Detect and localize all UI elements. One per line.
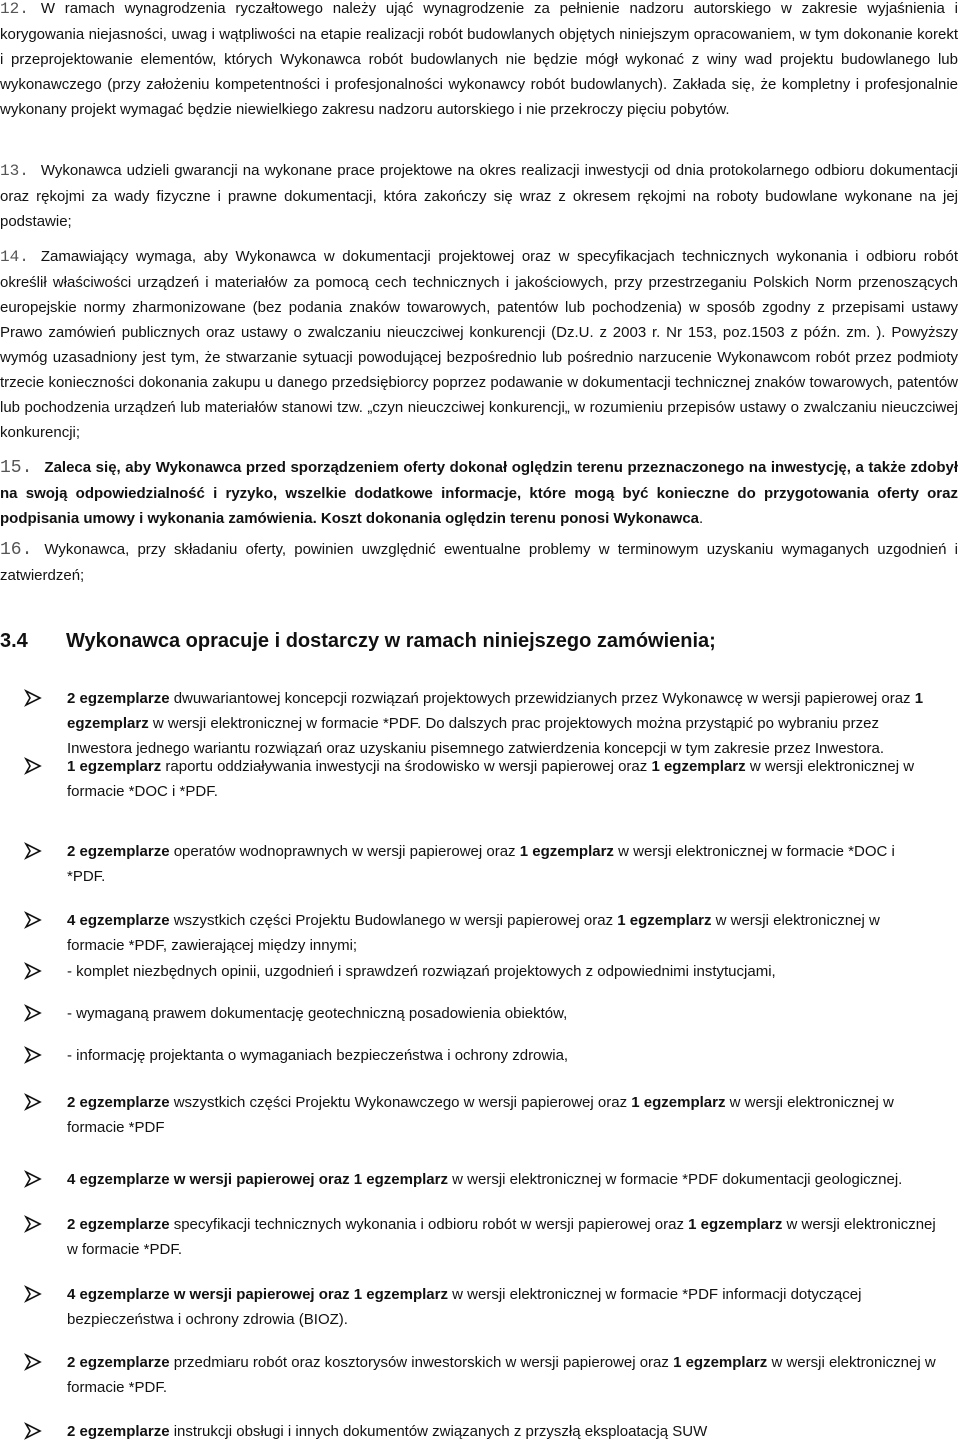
arrow-bullet-icon bbox=[24, 1285, 42, 1303]
list-item-text: - informację projektanta o wymaganiach bezpieczeństwa i ochrony zdrowia, bbox=[67, 1047, 569, 1064]
paragraph-tail: . bbox=[699, 510, 704, 527]
paragraph-text: W ramach wynagrodzenia ryczałtowego należy ująć wynagrodzenie za pełnienie nadzoru autorskiego w zakresie wyjaśnienia i korygowania niejasności, uwag i wątpliwości na etapie realizacji robót budowlanych objętych niniejszym opracowaniem, w tym dokonanie korekt i przeprojektowanie elementów, których Wykonawca robót budowlanych nie będzie mógł wykonać z winy wad projektu budowlanego lub wykonawczego (przy założeniu kompetentności i profesjonalności wykonawcy robót budowlanych). Zakłada się, że kompletny i profesjonalnie wykonany projekt wymagać będzie niewielkiego zakresu nadzoru autorskiego i nie przekroczy pięciu pobytów. bbox=[0, 0, 958, 118]
paragraph-number: 16. bbox=[0, 540, 33, 560]
list-item-text: 4 egzemplarze wszystkich części Projektu Budowlanego w wersji papierowej oraz 1 egzemplarz w wersji elektronicznej w formacie *PDF, zawierającej między innymi; bbox=[67, 912, 880, 954]
paragraph-number: 14. bbox=[0, 248, 29, 266]
arrow-bullet-icon bbox=[24, 962, 42, 980]
list-item-text: 2 egzemplarze instrukcji obsługi i innych dokumentów związanych z przyszłą eksploatacją SUW bbox=[67, 1423, 708, 1440]
arrow-bullet-icon bbox=[24, 1170, 42, 1188]
paragraph-number: 15. bbox=[0, 458, 33, 478]
paragraph-14 bbox=[0, 244, 958, 445]
paragraph-number: 12. bbox=[0, 0, 29, 18]
arrow-bullet-icon bbox=[24, 842, 42, 860]
paragraph-text: Wykonawca, przy składaniu oferty, powinien uwzględnić ewentualne problemy w terminowym uzyskaniu wymaganych uzgodnień i zatwierdzeń; bbox=[0, 541, 958, 584]
section-title-text: Wykonawca opracuje i dostarczy w ramach niniejszego zamówienia; bbox=[66, 630, 716, 652]
list-item-text: 2 egzemplarze przedmiaru robót oraz kosztorysów inwestorskich w wersji papierowej oraz 1 egzemplarz w wersji elektronicznej w formacie *PDF. bbox=[67, 1354, 936, 1396]
arrow-bullet-icon bbox=[24, 1004, 42, 1022]
paragraph-text: Zamawiający wymaga, aby Wykonawca w dokumentacji projektowej oraz w specyfikacjach technicznych wykonania i odbioru robót określił właściwości urządzeń i materiałów za pomocą cech technicznych i jakościowych, przy przestrzeganiu Polskich Norm przenoszących europejskie normy zharmonizowane (bez podania znaków towarowych, patentów lub pochodzenia) w sposób zgodny z przepisami ustawy Prawo zamówień publicznych oraz ustawy o zwalczaniu nieuczciwej konkurencji (Dz.U. z 2003 r. Nr 153, poz.1503 z późn. zm. ). Powyższy wymóg uzasadniony jest tym, że stwarzanie sytuacji powodującej bezpośrednio lub pośrednio narzucenie Wykonawcom robót przez podmioty trzecie konieczności dokonania zakupu u danego przedsiębiorcy poprzez podawanie w dokumentacji technicznej znaków towarowych, patentów lub pochodzenia urządzeń lub materiałów stanowi tzw. „czyn nieuczciwej konkurencji„ w rozumieniu przepisów ustawy o zwalczaniu nieuczciwej konkurencji; bbox=[0, 248, 958, 441]
list-item-text: - wymaganą prawem dokumentację geotechniczną posadowienia obiektów, bbox=[67, 1005, 568, 1022]
section-heading bbox=[0, 628, 940, 654]
arrow-bullet-icon bbox=[24, 1422, 42, 1440]
section-number: 3.4 bbox=[0, 630, 28, 652]
arrow-bullet-icon bbox=[24, 1215, 42, 1233]
list-item-text: 2 egzemplarze wszystkich części Projektu Wykonawczego w wersji papierowej oraz 1 egzemplarz w wersji elektronicznej w formacie *PDF bbox=[67, 1094, 894, 1136]
arrow-bullet-icon bbox=[24, 1093, 42, 1111]
arrow-bullet-icon bbox=[24, 689, 42, 707]
list-item-text: 2 egzemplarze operatów wodnoprawnych w wersji papierowej oraz 1 egzemplarz w wersji elektronicznej w formacie *DOC i *PDF. bbox=[67, 843, 895, 885]
arrow-bullet-icon bbox=[24, 1353, 42, 1371]
arrow-bullet-icon bbox=[24, 1046, 42, 1064]
paragraph-16 bbox=[0, 537, 958, 588]
list-item-text: 1 egzemplarz raportu oddziaływania inwestycji na środowisko w wersji papierowej oraz 1 egzemplarz w wersji elektronicznej w formacie *DOC i *PDF. bbox=[67, 758, 915, 800]
list-item-text: 2 egzemplarze specyfikacji technicznych wykonania i odbioru robót w wersji papierowej oraz 1 egzemplarz w wersji elektronicznej w formacie *PDF. bbox=[67, 1216, 936, 1258]
paragraph-text: Zaleca się, aby Wykonawca przed sporządzeniem oferty dokonał oględzin terenu przeznaczonego na inwestycję, a także zdobył na swoją odpowiedzialność i ryzyko, wszelkie dodatkowe informacje, które mogą być konieczne do przygotowania oferty oraz podpisania umowy i wykonania zamówienia. Koszt dokonania oględzin terenu ponosi Wykonawca bbox=[0, 459, 958, 527]
list-item-text: 4 egzemplarze w wersji papierowej oraz 1 egzemplarz w wersji elektronicznej w formacie *PDF informacji dotyczącej bezpieczeństwa i ochrony zdrowia (BIOZ). bbox=[67, 1286, 862, 1328]
list-item-text: 4 egzemplarze w wersji papierowej oraz 1 egzemplarz w wersji elektronicznej w formacie *PDF dokumentacji geologicznej. bbox=[67, 1171, 903, 1188]
arrow-bullet-icon bbox=[24, 757, 42, 775]
paragraph-13 bbox=[0, 158, 958, 234]
list-item-text: - komplet niezbędnych opinii, uzgodnień i sprawdzeń rozwiązań projektowych z odpowiednimi instytucjami, bbox=[67, 963, 776, 980]
arrow-bullet-icon bbox=[24, 911, 42, 929]
paragraph-12 bbox=[0, 0, 958, 122]
paragraph-text: Wykonawca udzieli gwarancji na wykonane prace projektowe na okres realizacji inwestycji od dnia protokolarnego odbioru dokumentacji oraz rękojmi za wady fizyczne i prawne dokumentacji, która zakończy się wraz z okresem rękojmi na roboty budowlane wykonane na jej podstawie; bbox=[0, 162, 958, 230]
paragraph-15 bbox=[0, 455, 958, 531]
list-item-text: 2 egzemplarze dwuwariantowej koncepcji rozwiązań projektowych przewidzianych przez Wykonawcę w wersji papierowej oraz 1 egzemplarz w wersji elektronicznej w formacie *PDF. Do dalszych prac projektowych można przystąpić po wybraniu przez Inwestora jednego wariantu rozwiązań oraz uzyskaniu pisemnego zatwierdzenia koncepcji w tym zakresie przez Inwestora. bbox=[67, 690, 924, 757]
paragraph-number: 13. bbox=[0, 162, 29, 180]
